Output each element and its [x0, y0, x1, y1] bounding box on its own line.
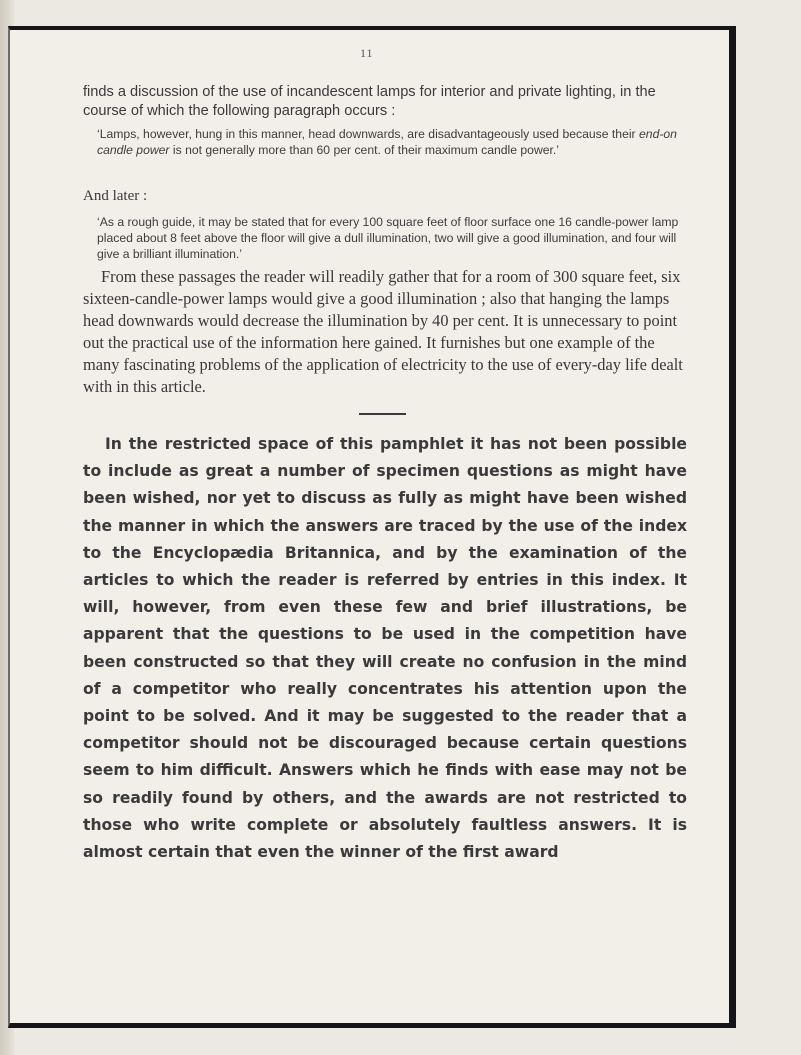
- quote-prefix: ‘Lamps, however, hung in this manner, head downwards, are disadvantageously used because their: [97, 127, 640, 141]
- body-paragraph: From these passages the reader will readily gather that for a room of 300 square feet, six sixteen-candle-power lamps would give a good illumination ; also that hanging the lamps head downwards would decrease the illumination by 40 per cent. It is unnecessary to point out the practical use of the information here gained. It furnishes but one example of the many fascinating problems of the application of electricity to the use of every-day life dealt with in this article.: [83, 267, 683, 396]
- page-number: 11: [360, 46, 374, 60]
- bold-paragraph: In the restricted space of this pamphlet it has not been possible to include as great a number of specimen questions as might have been wished, nor yet to discuss as fully as might have been wished the manner in which the answers are traced by the use of the index to the Encyclopædia Britannica, and by the examination of the articles to which the reader is referred by entries in this index. It will, however, from even these few and brief illustrations, be apparent that the questions to be used in the competition have been constructed so that they will create no confusion in the mind of a competitor who really concentrates his attention upon the point to be solved. And it may be suggested to the reader that a competitor should not be discouraged because certain questions seem to him difficult. Answers which he finds with ease may not be so readily found by others, and the awards are not restricted to those who write complete or absolutely faultless answers. It is almost certain that even the winner of the first award: [83, 435, 687, 862]
- quote-suffix: is not generally more than 60 per cent. of their maximum candle power.’: [169, 143, 560, 157]
- quote-lamps-downwards: [97, 126, 691, 158]
- and-later-line: And later :: [83, 188, 148, 204]
- section-divider: [359, 413, 406, 415]
- lead-paragraph: finds a discussion of the use of incandescent lamps for interior and private lighting, in the course of which the following paragraph occurs :: [83, 84, 656, 119]
- quote-rough-guide: ‘As a rough guide, it may be stated that for every 100 square feet of floor surface one 16 candle-power lamp placed about 8 feet above the floor will give a dull illumination, two will give a good illumination, and four will give a brilliant illumination.’: [97, 215, 679, 261]
- quote-emphasis: end-on candle power: [97, 127, 677, 157]
